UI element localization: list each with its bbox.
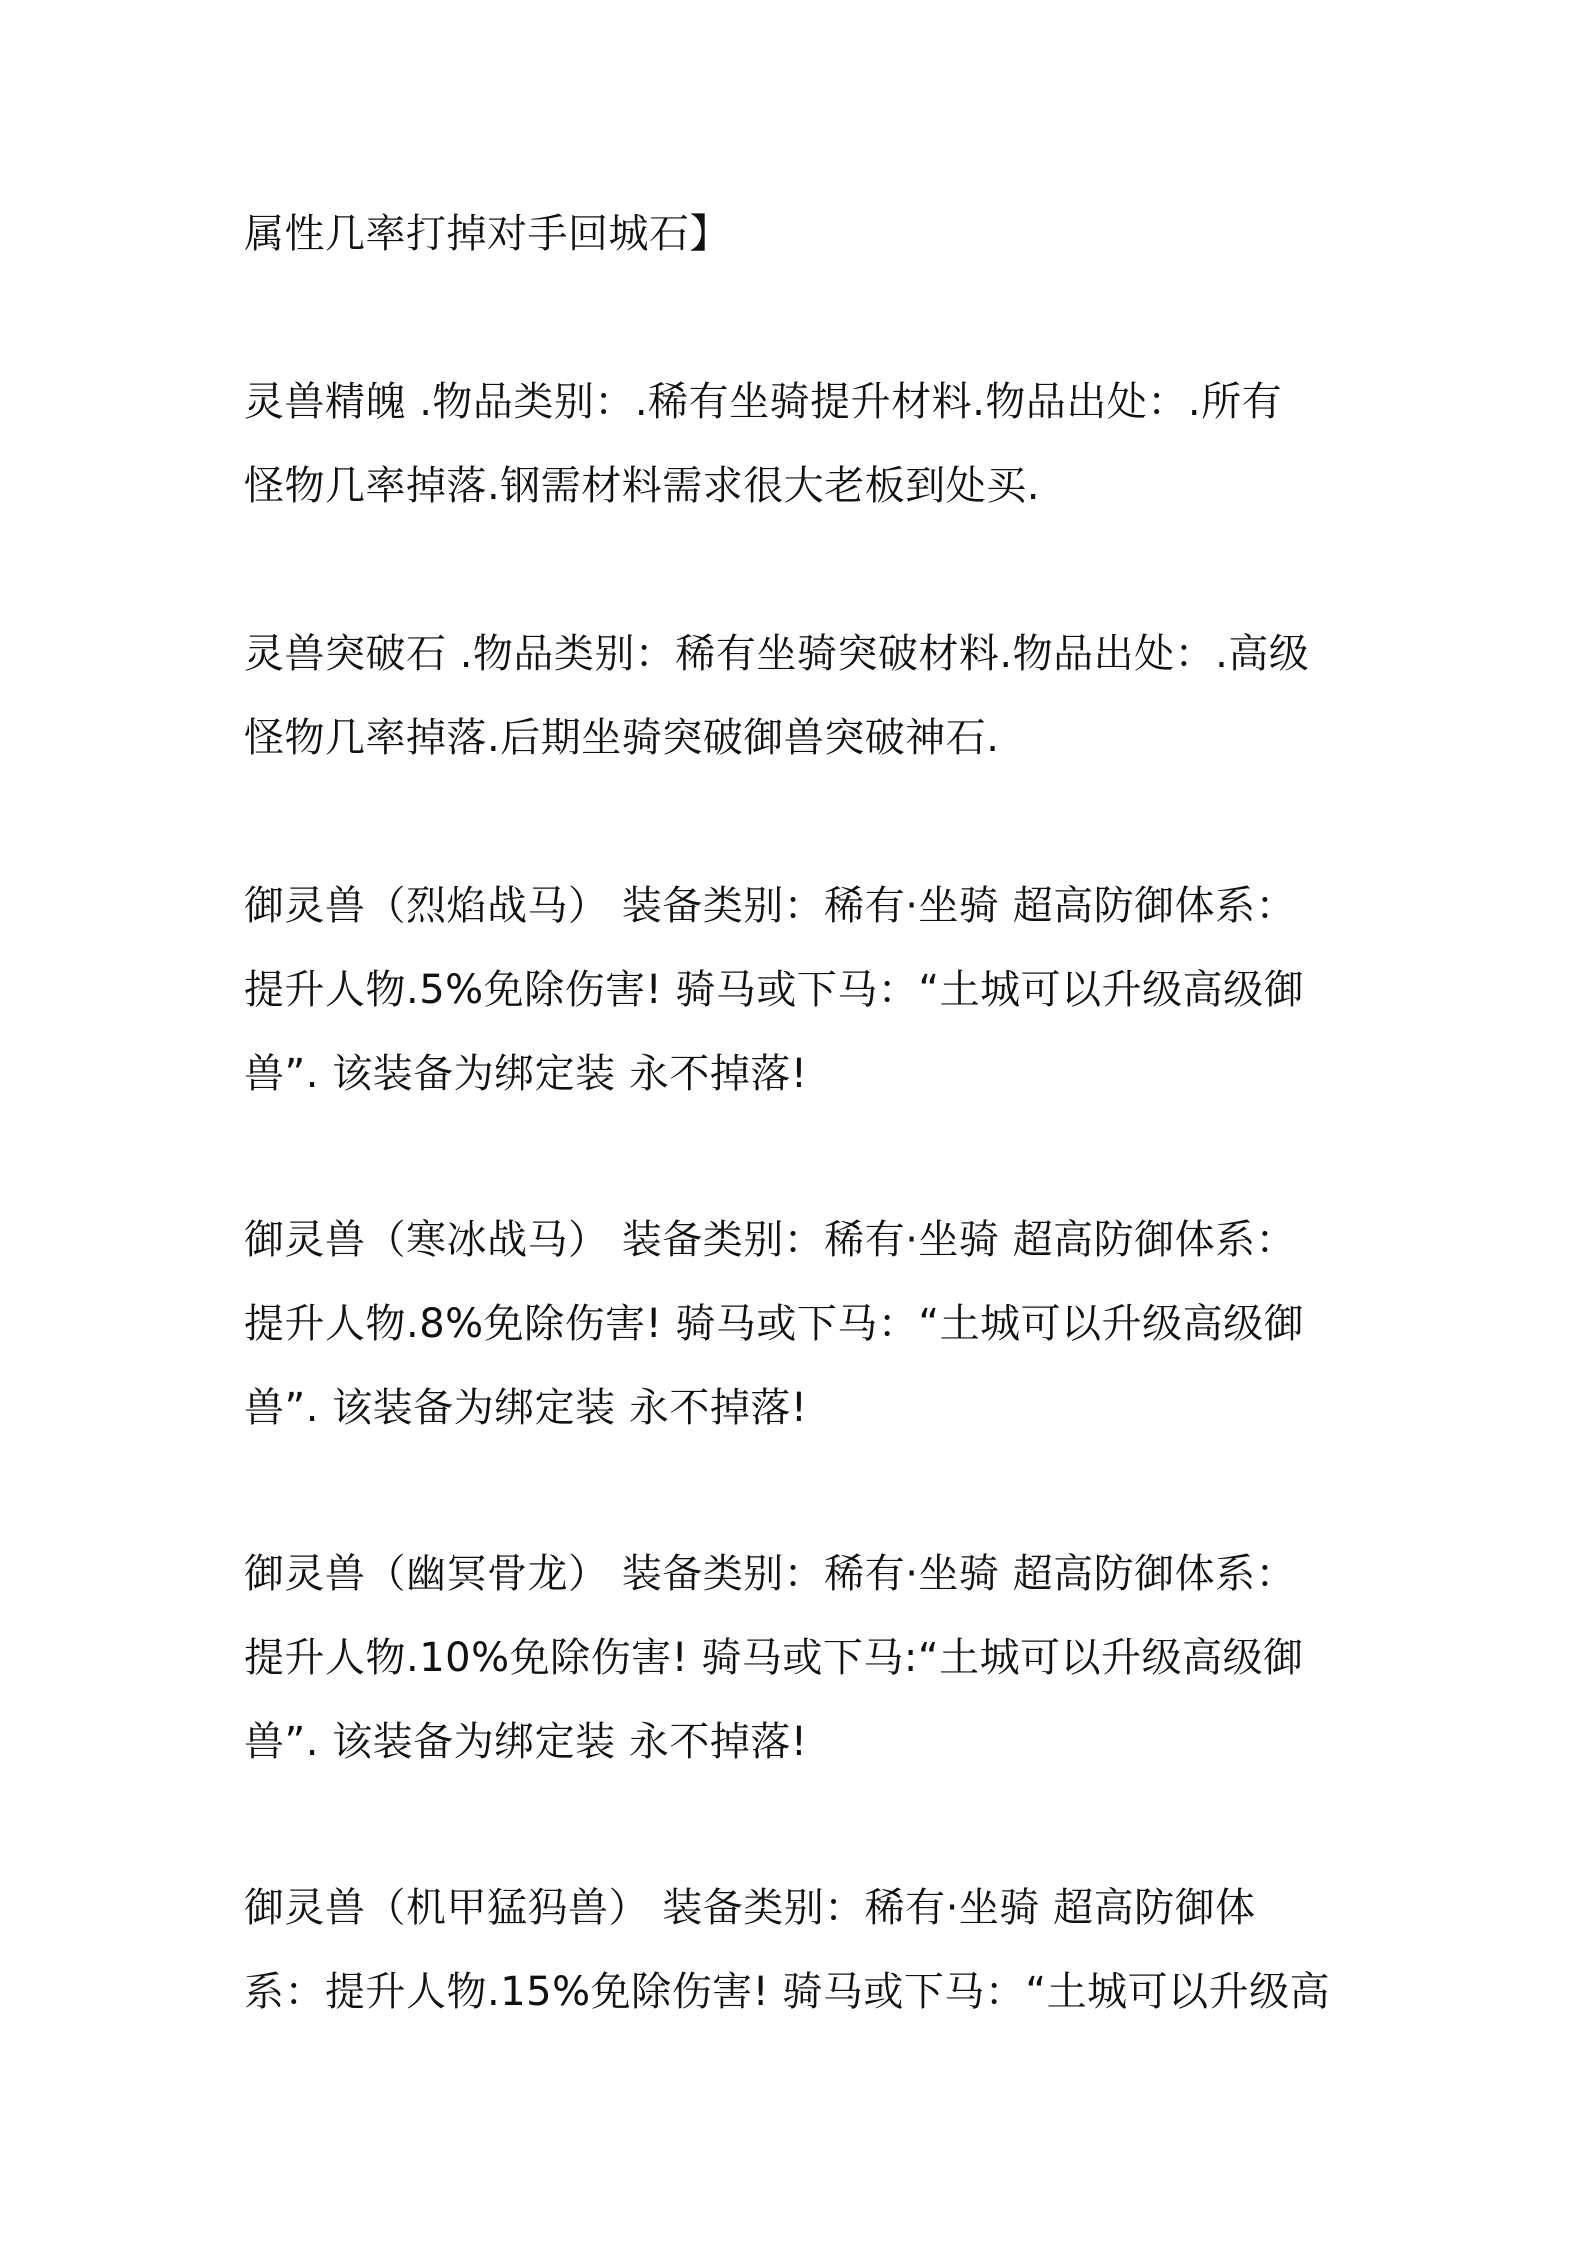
text-line: 怪物几率掉落.钢需材料需求很大老板到处买. [244,463,1040,509]
paragraph-flame-warhorse [244,864,1364,1116]
text-line: 兽”. 该装备为绑定装 永不掉落! [244,1385,808,1431]
paragraph-return-stone-tail [244,192,1364,276]
paragraph-spirit-beast-breakthrough-stone [244,612,1364,780]
text-line: 兽”. 该装备为绑定装 永不掉落! [244,1051,808,1097]
text-line: 灵兽突破石 .物品类别：稀有坐骑突破材料.物品出处：.高级 [244,631,1310,677]
text-line: 提升人物.10%免除伤害! 骑马或下马:“土城可以升级高级御 [244,1635,1304,1681]
paragraph-spirit-beast-essence [244,360,1364,528]
paragraph-netherbone-dragon [244,1532,1364,1784]
text-line: 怪物几率掉落.后期坐骑突破御兽突破神石. [244,715,1000,761]
text-line: 属性几率打掉对手回城石】 [244,211,730,257]
text-line: 御灵兽（机甲猛犸兽） 装备类别：稀有·坐骑 超高防御体 [244,1885,1256,1931]
paragraph-frost-warhorse [244,1198,1364,1450]
text-line: 御灵兽（寒冰战马） 装备类别：稀有·坐骑 超高防御体系： [244,1217,1297,1263]
paragraph-mecha-mammoth [244,1866,1364,2034]
text-line: 系：提升人物.15%免除伤害! 骑马或下马：“土城可以升级高 [244,1969,1331,2015]
text-line: 御灵兽（烈焰战马） 装备类别：稀有·坐骑 超高防御体系： [244,883,1297,929]
text-line: 御灵兽（幽冥骨龙） 装备类别：稀有·坐骑 超高防御体系： [244,1551,1297,1597]
text-line: 灵兽精魄 .物品类别：.稀有坐骑提升材料.物品出处：.所有 [244,379,1283,425]
text-line: 提升人物.8%免除伤害! 骑马或下马：“土城可以升级高级御 [244,1301,1305,1347]
text-line: 提升人物.5%免除伤害! 骑马或下马：“土城可以升级高级御 [244,967,1305,1013]
text-line: 兽”. 该装备为绑定装 永不掉落! [244,1719,808,1765]
